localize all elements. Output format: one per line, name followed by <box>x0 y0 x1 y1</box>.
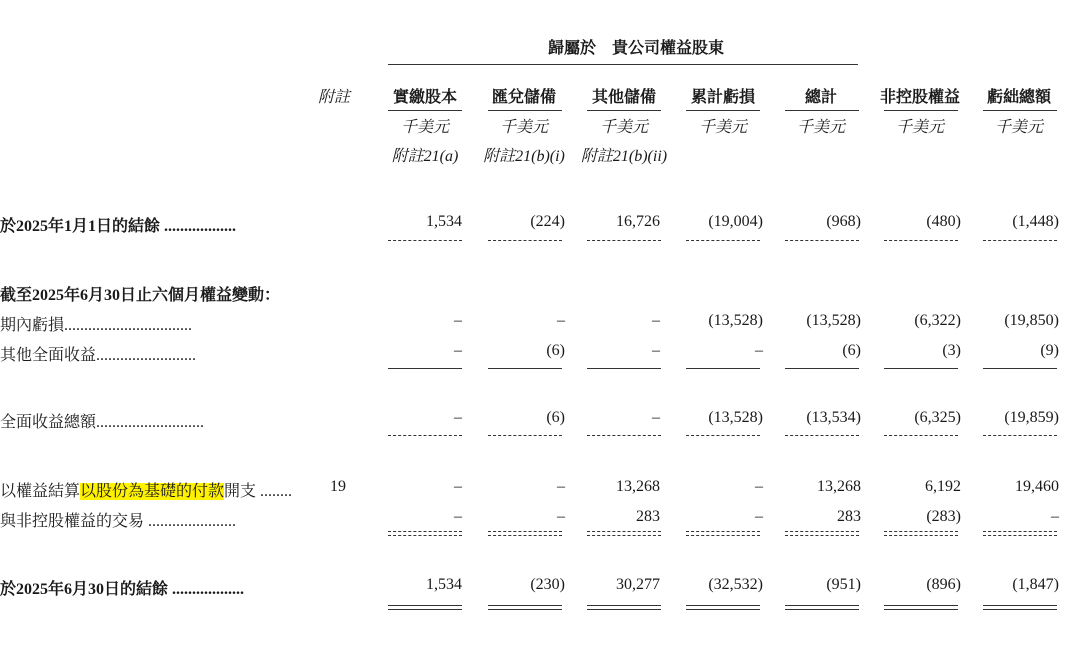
row-label-closing-balance: 於2025年6月30日的結餘 .................. <box>0 581 245 598</box>
table-cell: 16,726 <box>616 213 660 230</box>
table-cell: 13,268 <box>616 478 660 495</box>
table-cell: 283 <box>636 508 660 525</box>
table-cell: (224) <box>530 213 565 230</box>
table-cell: – <box>557 508 565 525</box>
row-note-share-based-payment: 19 <box>330 478 346 495</box>
table-cell: (283) <box>926 508 961 525</box>
section-heading-changes: 截至2025年6月30日止六個月權益變動： <box>0 287 281 304</box>
table-cell: – <box>454 342 462 359</box>
subtotal-rule <box>488 368 562 369</box>
table-cell: (13,534) <box>806 409 861 426</box>
column-title-underline <box>785 110 859 111</box>
column-title-underline <box>686 110 760 111</box>
table-cell: – <box>454 508 462 525</box>
label-text-prefix: 以權益結算 <box>0 483 81 500</box>
table-cell: 30,277 <box>616 576 660 593</box>
column-unit: 千美元 <box>499 119 548 136</box>
dashed-rule <box>488 240 562 241</box>
dashed-rule <box>686 531 760 532</box>
table-cell: – <box>557 312 565 329</box>
table-cell: (3) <box>942 342 961 359</box>
double-rule <box>587 605 661 610</box>
dashed-rule <box>686 435 760 436</box>
dashed-rule <box>884 531 958 532</box>
column-title-underline <box>488 110 562 111</box>
row-label-share-based-payment <box>0 478 292 501</box>
row-label-other-comprehensive-income: 其他全面收益......................... <box>0 347 197 364</box>
table-cell: – <box>1051 508 1059 525</box>
column-title: 累計虧損 <box>690 89 755 106</box>
table-cell: 13,268 <box>817 478 861 495</box>
column-title-underline <box>587 110 661 111</box>
column-note-reference: 附註21(a) <box>391 148 459 165</box>
table-cell: (6) <box>546 342 565 359</box>
double-rule <box>488 605 562 610</box>
dashed-rule <box>983 531 1057 532</box>
column-note-reference: 附註21(b)(i) <box>483 148 565 165</box>
table-cell: – <box>557 478 565 495</box>
label-text-suffix: 開支 ........ <box>224 483 293 500</box>
dashed-rule <box>785 240 859 241</box>
table-cell: 6,192 <box>925 478 961 495</box>
dashed-rule <box>587 435 661 436</box>
dashed-rule <box>488 435 562 436</box>
table-cell: – <box>755 508 763 525</box>
table-cell: 1,534 <box>426 576 462 593</box>
table-cell: 19,460 <box>1015 478 1059 495</box>
column-title: 其他儲備 <box>591 89 656 106</box>
dashed-rule <box>488 535 562 536</box>
table-cell: – <box>454 312 462 329</box>
dashed-rule <box>388 435 462 436</box>
table-cell: 283 <box>837 508 861 525</box>
column-unit: 千美元 <box>895 119 944 136</box>
table-cell: (13,528) <box>708 312 763 329</box>
column-unit: 千美元 <box>698 119 747 136</box>
column-title: 匯兌儲備 <box>491 89 556 106</box>
dashed-rule <box>785 435 859 436</box>
dashed-rule <box>686 535 760 536</box>
table-cell: (6,325) <box>914 409 961 426</box>
row-label-nci-transactions: 與非控股權益的交易 ...................... <box>0 513 237 530</box>
table-cell: – <box>454 409 462 426</box>
row-label-total-comprehensive-income: 全面收益總額........................... <box>0 414 205 431</box>
group-header-rule <box>388 64 858 65</box>
column-title-underline <box>388 110 462 111</box>
subtotal-rule <box>388 368 462 369</box>
table-cell: (32,532) <box>708 576 763 593</box>
table-cell: 1,534 <box>426 213 462 230</box>
table-cell: – <box>755 342 763 359</box>
table-cell: (19,850) <box>1004 312 1059 329</box>
subtotal-rule <box>785 368 859 369</box>
note-column-header: 附註 <box>318 89 351 106</box>
dashed-rule <box>388 535 462 536</box>
dashed-rule <box>884 435 958 436</box>
table-cell: (19,004) <box>708 213 763 230</box>
column-title-underline <box>983 110 1057 111</box>
column-note-reference: 附註21(b)(ii) <box>580 148 668 165</box>
subtotal-rule <box>686 368 760 369</box>
column-unit: 千美元 <box>796 119 845 136</box>
table-cell: – <box>652 342 660 359</box>
table-cell: (9) <box>1040 342 1059 359</box>
column-title: 非控股權益 <box>879 89 960 106</box>
table-cell: (968) <box>826 213 861 230</box>
table-cell: (19,859) <box>1004 409 1059 426</box>
table-cell: (230) <box>530 576 565 593</box>
subtotal-rule <box>587 368 661 369</box>
table-cell: (951) <box>826 576 861 593</box>
double-rule <box>785 605 859 610</box>
dashed-rule <box>884 535 958 536</box>
table-cell: (6,322) <box>914 312 961 329</box>
dashed-rule <box>587 535 661 536</box>
table-cell: (6) <box>546 409 565 426</box>
dashed-rule <box>785 535 859 536</box>
dashed-rule <box>388 240 462 241</box>
dashed-rule <box>587 240 661 241</box>
double-rule <box>388 605 462 610</box>
column-title-underline <box>884 110 958 111</box>
dashed-rule <box>983 535 1057 536</box>
double-rule <box>983 605 1057 610</box>
double-rule <box>884 605 958 610</box>
column-unit: 千美元 <box>994 119 1043 136</box>
table-cell: – <box>652 312 660 329</box>
column-unit: 千美元 <box>400 119 449 136</box>
double-rule <box>686 605 760 610</box>
column-unit: 千美元 <box>599 119 648 136</box>
table-cell: (480) <box>926 213 961 230</box>
dashed-rule <box>884 240 958 241</box>
dashed-rule <box>983 240 1057 241</box>
table-cell: (896) <box>926 576 961 593</box>
row-label-loss-for-period: 期內虧損................................ <box>0 317 193 334</box>
table-cell: (1,448) <box>1012 213 1059 230</box>
table-cell: (1,847) <box>1012 576 1059 593</box>
group-header: 歸屬於 貴公司權益股東 <box>548 40 725 57</box>
dashed-rule <box>785 531 859 532</box>
highlighted-text: 以股份為基礎的付款 <box>80 483 225 500</box>
table-cell: – <box>755 478 763 495</box>
subtotal-rule <box>983 368 1057 369</box>
column-title: 實繳股本 <box>392 89 457 106</box>
dashed-rule <box>388 531 462 532</box>
dashed-rule <box>488 531 562 532</box>
table-cell: (13,528) <box>806 312 861 329</box>
table-cell: – <box>652 409 660 426</box>
subtotal-rule <box>884 368 958 369</box>
column-title: 虧絀總額 <box>986 89 1051 106</box>
table-cell: – <box>454 478 462 495</box>
table-cell: (6) <box>842 342 861 359</box>
dashed-rule <box>587 531 661 532</box>
dashed-rule <box>686 240 760 241</box>
table-cell: (13,528) <box>708 409 763 426</box>
dashed-rule <box>983 435 1057 436</box>
row-label-opening-balance: 於2025年1月1日的結餘 .................. <box>0 218 237 235</box>
column-title: 總計 <box>804 89 837 106</box>
